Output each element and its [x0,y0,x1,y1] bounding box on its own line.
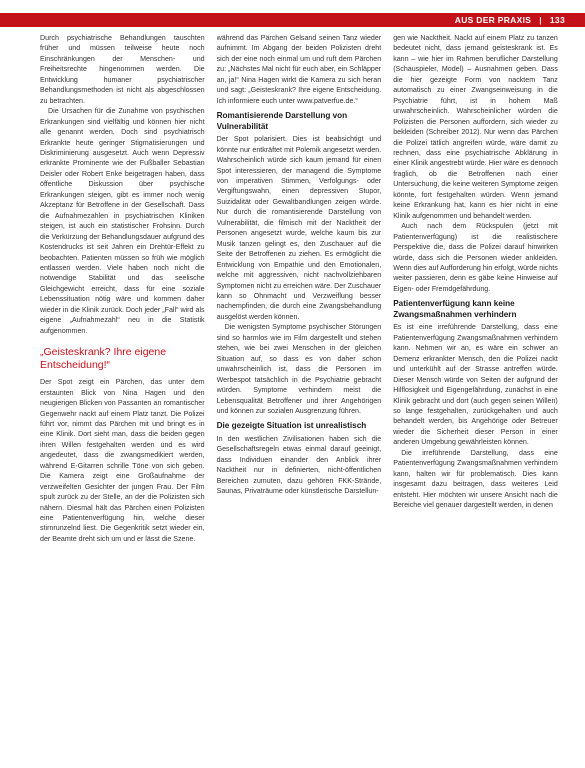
column-1 [40,33,205,761]
paragraph: Der Spot zeigt ein Pärchen, das unter dem erstaunten Blick von Nina Hagen und den neugierigen Blicken von Passanten an romantischer Gegenwehr nackt auf einem Platz tanzt. Die Polizei führt vor, nimmt das Pärchen mit und bringt es in eine Klinik. Dort sieht man, dass die beiden gegen ihren Willen festgehalten werden und es wird angedeutet, dass die zwangsmedikiert werden, während E-Gitarren schrille Töne von sich geben. Die Kamera zeigt eine Großaufnahme der verzweifelten Gesichter der jungen Frau. Der Film spult zurück zu der Stelle, an der die Polizisten sich nähern. Diesmal hält das Pärchen einen Polizisten eine Patientenverfügung hin, welche dieser stirnrunzelnd liest. Die Gegenkritik setzt wieder ein, der Beamte dreht sich um und er lässt die Szene. [40,378,205,543]
paragraph: während das Pärchen Gelsand seinen Tanz wieder aufnimmt. Im Abgang der beiden Polizisten dreht sich der eine noch einmal um und ruft dem Pärchen zu: „Nächstes Mal nicht für euch aber, ein Schläpper an, ja!“ Nina Hagen wirkt die Kamera zu sich heran und sagt: „Geisteskrank? Ihre eigene Entscheidung. Ich informiere euch unter www.patverfue.de.“ [216,34,382,105]
paragraph: Es ist eine irreführende Darstellung, dass eine Patientenverfügung Zwangsmaßnahmen verhindern kann. Nehmen wir an, es wäre ein schwer an Demenz erkrankter Mensch, den die Polizei nackt und unterkühlt auf der Strasse antreffen würde. Dieser Mensch würde von Seiten der aufgrund der Hilflosigkeit und Eigengefährdung, zunächst in eine Klinik gebracht und dort (auch gegen seinen Willen) so lange festgehalten, zurückgehalten und auch behandelt werden, bis Angehörige oder Betreuer wieder die Sicherheit dieser Person in einer anderen Umgebung gewährleisten können. [393,323,558,447]
subheading: Die gezeigte Situation ist unrealistisch [216,421,367,431]
paragraph: Auch nach dem Rückspulen (jetzt mit Patientenverfügung) ist die realistischere Perspektive die, dass die Polizei darauf hinwirken würde, dass sich die Personen wieder ankleiden. Wenn dies auf Aufforderung hin erfolgt, würde nichts weiter passieren, denn es gäbe keine Hinweise auf Eigen- oder Fremdgefährdung. [393,222,558,293]
column-2 [217,33,382,761]
paragraph: Die irreführende Darstellung, dass eine Patientenverfügung Zwangsmaßnahmen verhindern kann, halten wir für problematisch. Dies kann insgesamt dazu beitragen, dass weiteres Leid entsteht. Hier möchten wir unsere Ansicht nach die Bereiche viel genauer dargestellt werden, in denen [393,448,558,510]
paragraph: Durch psychiatrische Behandlungen tauschten früher und müssen teilweise heute noch Einschränkungen der Menschen- und Freiheitsrechte hingenommen werden. Die Entwicklung humaner psychiatrischer Behandlungsmethoden ist nicht als abgeschlossen zu betrachten. [40,34,205,105]
paragraph: gen wie Nacktheit. Nackt auf einem Platz zu tanzen bedeutet nicht, dass jemand geisteskrank ist. Es kann – wie hier im Rahmen beruflicher Darstellung (Schauspieler, Model) – Ausnahmen geben. Dass die hier gezeigte Form von nacktem Tanz automatisch zu einer Zwangseinweisung in die Psychiatrie führt, ist in hohem Maß unwahrscheinlich. Wahrscheinlicher würden die Polizisten die Personen auffordern, sich wieder zu bekleiden (Schreiber 2012). Nur wenn das Pärchen die Polizei tätlich angreifen würde, wäre damit zu rechnen, dass eine psychiatrische Abklärung in einer Klinik angestrebt würde. Hier wäre es dennoch fraglich, ob die Betroffenen nach einer Untersuchung, die keine weiteren Symptome zeigen könnte, fort festgehalten würden. Wenn jemand keine Erkrankung hat, kann es hier nicht in eine Klinik aufgenommen und behandelt werden. [393,34,558,220]
column-3 [393,33,558,761]
paragraph: Die wenigsten Symptome psychischer Störungen sind so harmlos wie im Film dargestellt und stehen stehen, wie bei zwei Menschen in der gleichen Situation auf, so dass es von daher schon unwahrscheinlich ist, dass die Personen im Werbespot tatsächlich in die Psychiatrie gebracht würden. Symptome verhindern meist die Lebensqualität Betroffener und ihrer Angehörigen und können zur sozialen Ausgrenzung führen. [216,323,382,415]
section-heading: „Geisteskrank? Ihre eigene Entscheidung!“ [40,346,167,371]
section-title: AUS DER PRAXIS [454,15,532,25]
paragraph: Die Ursachen für die Zunahme von psychischen Erkrankungen sind vielfältig und können hier nicht alle genannt werden. Doch sind psychiatrisch Erkrankte heute geringer Stigmatisierungen und Diskriminierung ausgesetzt. Auch wenn Depressiv erkrankte Prominente wie der Fußballer Sebastian Deisler oder Robert Enke beigetragen haben, dass öffentliche Diskussion über psychische Erkrankungen steigen, gibt es immer noch wenig Akzeptanz für Betroffene in der Gesellschaft. Dass die Aufnahmezahlen in psychiatrischen Kliniken steigen, ist auch ein statistischer Frohsinn. Durch die Verkürzung der Behandlungsdauer aufgrund des Kostendrucks ist seit Jahren ein Drehtür-Effekt zu beobachten. Patienten müssen so früh wie möglich entlassen werden. Viele haben noch nicht die notwendige Stabilität und das seelische Gleichgewicht erreicht, dass für eine soziale Lebenssituation nötig wäre und kommen daher wieder in die Klinik zurück. Doch jeder „Fall“ wird als eigene „Aufnahmezahl“ neu in die Statistik aufgenommen. [40,107,205,335]
header-label [455,13,565,27]
article-body [40,33,558,761]
page-header [0,0,585,28]
subheading: Patientenverfügung kann keine Zwangsmaßnahmen verhindern [393,299,517,319]
subheading: Romantisierende Darstellung von Vulnerabilität [216,111,348,131]
header-separator: | [539,15,542,25]
page-number: 133 [549,15,565,25]
paragraph: Der Spot polarisiert. Dies ist beabsichtigt und könnte nur entkräftet mit Polemik angesetzt werden. Wahrscheinlich würde sich kaum jemand für einen Spot interessieren, der managend die Symptome von imperativen Stimmen, Verfolgungs- oder Vergiftungswahn, einen depressiven Stupor, Suizidalität oder Gewaltbandlungen zeigen würde. Nur durch die romantisierende Darstellung von Vulnerabilität, die filmisch mit der Nacktheit der Personen angesetzt wurde, welche kaum bis zur Musik tanzen gelingt es, den Zuschauer auf die Seite der Betroffenen zu ziehen. Es ermöglicht die Entwicklung von Empathie und den Emotionalen, welche mit aggressiven, nicht nachvollziehbaren Symptomen nicht zu erreichen wäre. Der Zuschauer kann so Ohnmacht und Verzweiflung besser nachempfinden, die durch eine Zwangsbehandlung ausgelöst werden können. [216,135,382,321]
paragraph: In den westlichen Zivilisationen haben sich die Gesellschaftsregeln etwas einmal darauf geeinigt, dass Individuen einander den Anblick ihrer Nacktheit nur in definierten, nicht-öffentlichen Bereichen zumuten, dazu gehören FKK-Strände, Saunas, Privaträume oder künstlerische Darstellun- [216,434,382,496]
